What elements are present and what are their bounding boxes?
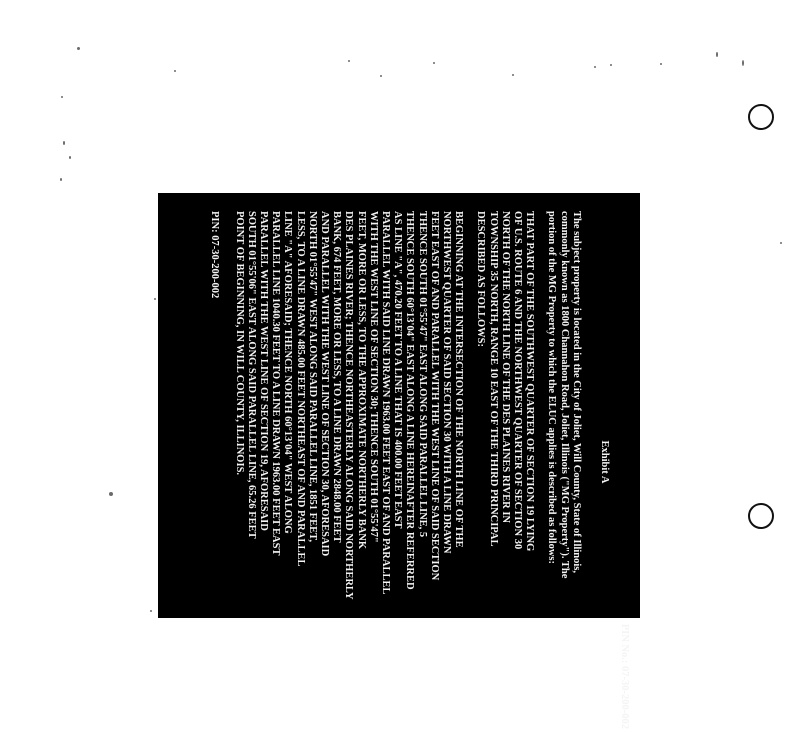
scan-speck [69,156,71,159]
bounds-line: BEGINNING AT THE INTERSECTION OF THE NORTH LINE OF THE [453,211,465,548]
scan-speck [61,96,63,98]
scan-speck [77,47,80,50]
legal-line: TOWNSHIP 35 NORTH, RANGE 10 EAST OF THE THIRD PRINCIPAL [487,211,499,547]
legal-line: THAT PART OF THE SOUTHWEST QUARTER OF SECTION 19 LYING [524,211,536,552]
scan-speck [742,60,744,66]
scan-speck [780,242,782,244]
scan-speck [610,64,612,66]
bounds-line: WITH THE WEST LINE OF SECTION 30; THENCE SOUTH 01°55'47" [367,211,379,543]
bounds-line: PARALLEL WITH THE WEST LINE OF SECTION 19, AFORESAID [257,211,269,531]
scan-speck [63,141,65,145]
bounds-line: NORTHWEST QUARTER OF SAID SECTION 30 WITH A LINE DRAWN [440,211,452,554]
scan-speck [109,492,113,496]
bounds-line: THENCE SOUTH 60°13'04" EAST ALONG A LINE HEREINAFTER REFERRED [404,211,416,590]
bounds-line: DES PLAINES RIVER; THENCE NORTHEASTERLY ALONG SAID NORTHERLY [343,211,355,600]
intro-paragraph [545,211,582,713]
scan-speck [716,52,718,57]
scan-speck [660,63,662,65]
bounds-line: NORTH 01°55'47" WEST ALONG SAID PARALLEL LINE, 1851 FEET, [306,211,318,542]
scan-speck [348,60,350,62]
legal-line: OF U.S. ROUTE 6 AND THE NORTHWEST QUARTER OF SECTION 30 [511,211,523,550]
scan-speck [174,70,176,72]
metes-and-bounds-paragraph [232,211,464,713]
intro-line: The subject property is located in the City of Joliet, Will County, State of Illinois, [570,211,582,573]
intro-line: commonly known as 1800 Channahon Road, Joliet, Illinois ("MG Property"). The [558,211,570,579]
bounds-line: FEET EAST OF AND PARALLEL WITH THE WEST LINE OF SAID SECTION [428,211,440,581]
footer-pin: PIN: 07-30-200-002 [209,211,221,299]
scanned-document-page [158,193,640,729]
intro-line: portion of the MG Property to which the ELUC applies is described as follows: [546,211,558,565]
scan-speck [512,74,514,76]
bounds-line: AND PARALLEL WITH THE WEST LINE OF SECTION 30, AFORESAID [318,211,330,557]
bounds-line: BANK, 674 FEET, MORE OR LESS, TO A LINE DRAWN 2848.00 FEET [331,211,343,543]
scan-speck [154,298,156,300]
bounds-line: AS LINE "A", 470.20 FEET TO A LINE THAT IS 400.00 FEET EAST [392,211,404,529]
bounds-line: FEET, MORE OR LESS, TO THE APPROXIMATE NORTHERLY BANK [355,211,367,550]
exhibit-title: Exhibit A [599,440,610,484]
rotated-text-body [158,193,640,729]
scan-speck [380,75,382,77]
scan-speck [594,66,596,68]
legal-line: NORTH OF THE NORTH LINE OF THE DES PLAINES RIVER IN [499,211,511,523]
scan-speck [150,610,152,612]
binder-hole-top [748,104,774,130]
pin-header: PIN No.: 07-30-200-002 [619,623,630,729]
binder-hole-bottom [748,503,774,529]
bounds-line: THENCE SOUTH 01°55'47" EAST ALONG SAID PARALLEL LINE, 5 [416,211,428,538]
bounds-line: LESS, TO A LINE DRAWN 485.00 FEET NORTHEAST OF AND PARALLEL [294,211,306,567]
bounds-line: LINE "A" AFORESAID; THENCE NORTH 60°13'04" WEST ALONG [282,211,294,534]
bounds-line: PARALLEL LINE 1040.30 FEET TO A LINE DRAWN 1963.00 FEET EAST [270,211,282,556]
scan-speck [60,178,62,181]
bounds-line: POINT OF BEGINNING, IN WILL COUNTY, ILLINOIS. [233,211,245,476]
bounds-line: SOUTH 01°55'06" EAST ALONG SAID PARALLEL LINE, 65.26 FEET [245,211,257,539]
legal-description-paragraph [474,211,535,713]
legal-line: DESCRIBED AS FOLLOWS: [475,211,487,347]
bounds-line: PARALLEL WITH SAID LINE DRAWN 1963.00 FEET EAST OF AND PARALLEL [379,211,391,595]
scan-speck [433,62,435,64]
